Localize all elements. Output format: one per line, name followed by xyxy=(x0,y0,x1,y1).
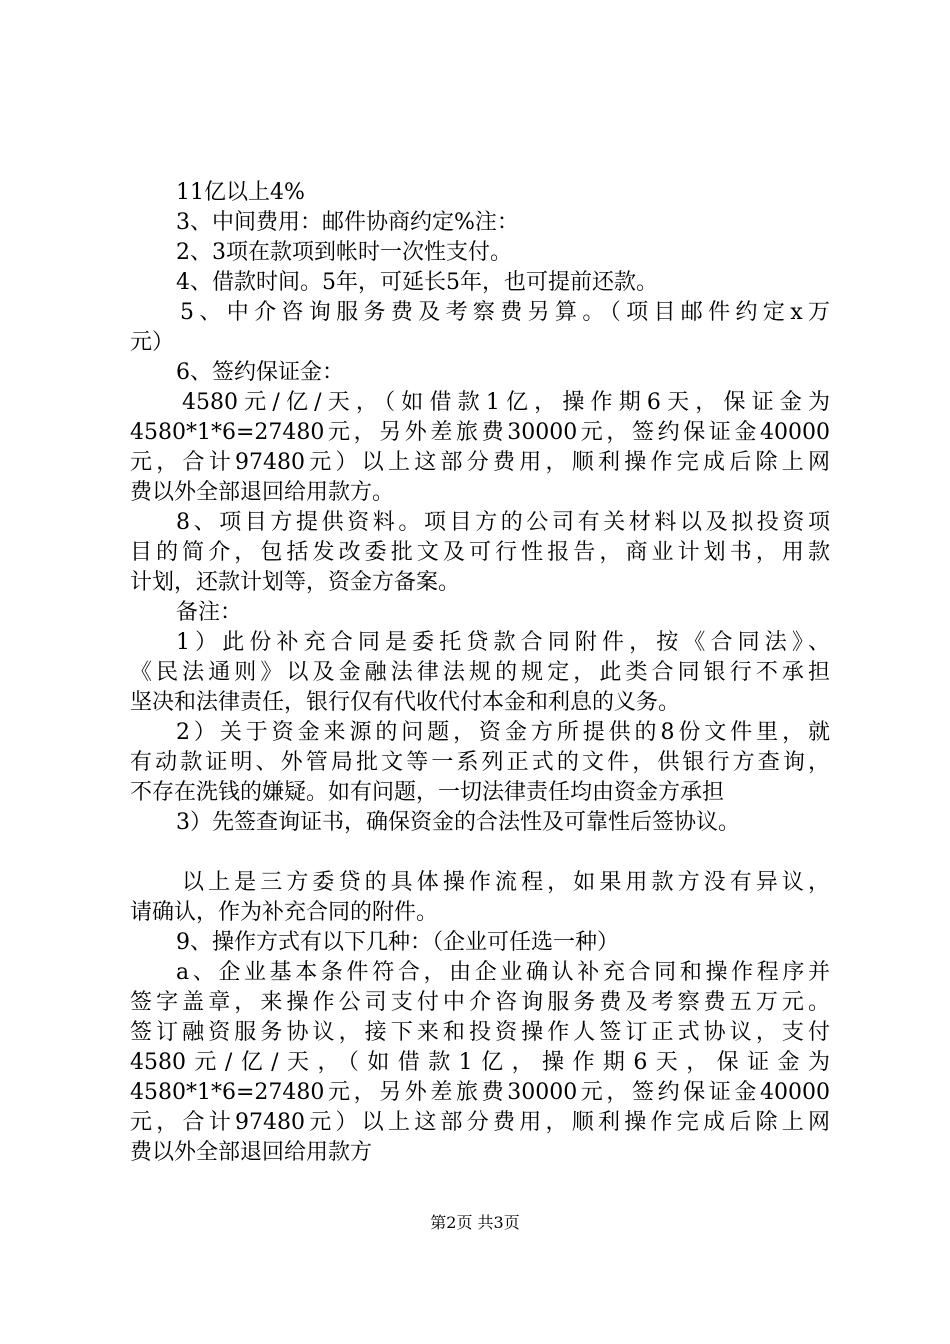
text-line: 签字盖章，来操作公司支付中介咨询服务费及考察费五万元。 xyxy=(130,990,830,1015)
text-line: 3）先签查询证书，确保资金的合法性及可靠性后签协议。 xyxy=(176,810,740,835)
blank-line xyxy=(130,838,830,868)
text-line: 费以外全部退回给用款方 xyxy=(130,1140,373,1165)
text-line: 4580元/亿/天，（如借款1亿，操作期6天，保证金为 xyxy=(130,1050,830,1075)
text-line: 9、操作方式有以下几种：（企业可任选一种） xyxy=(176,930,619,955)
text-line: 元） xyxy=(130,330,175,355)
text-line: 不存在洗钱的嫌疑。如有问题，一切法律责任均由资金方承担 xyxy=(130,780,725,805)
text-line: 1）此份补充合同是委托贷款合同附件，按《合同法》、 xyxy=(176,630,830,655)
text-line: 3、中间费用：邮件协商约定%注： xyxy=(176,210,519,235)
text-line: 坚决和法律责任，银行仅有代收代付本金和利息的义务。 xyxy=(130,690,681,715)
text-line: 请确认，作为补充合同的附件。 xyxy=(130,900,439,925)
text-line: 2）关于资金来源的问题，资金方所提供的8份文件里，就 xyxy=(176,720,830,745)
text-line: 11亿以上4% xyxy=(176,180,305,205)
text-line: 6、签约保证金： xyxy=(176,360,344,385)
text-line: 有动款证明、外管局批文等一系列正式的文件，供银行方查询， xyxy=(130,750,830,775)
text-line: a、企业基本条件符合，由企业确认补充合同和操作程序并 xyxy=(176,960,830,985)
text-line: 4580元/亿/天，（如借款1亿，操作期6天，保证金为 xyxy=(182,390,830,415)
text-line: 计划，还款计划等，资金方备案。 xyxy=(130,570,461,595)
text-line: 4580*1*6=27480元，另外差旅费30000元，签约保证金40000 xyxy=(130,420,830,445)
text-line: 4580*1*6=27480元，另外差旅费30000元，签约保证金40000 xyxy=(130,1080,830,1105)
text-line: 5、中介咨询服务费及考察费另算。（项目邮件约定x万 xyxy=(180,300,830,325)
text-line: 8、项目方提供资料。项目方的公司有关材料以及拟投资项 xyxy=(176,510,830,535)
text-line: 元，合计97480元）以上这部分费用，顺利操作完成后除上网 xyxy=(130,450,830,475)
text-line: 签订融资服务协议，接下来和投资操作人签订正式协议，支付 xyxy=(130,1020,830,1045)
document-body xyxy=(130,178,830,1168)
text-line: 4、借款时间。5年，可延长5年，也可提前还款。 xyxy=(176,270,658,295)
text-line: 以上是三方委贷的具体操作流程，如果用款方没有异议， xyxy=(182,870,830,895)
text-line: 费以外全部退回给用款方。 xyxy=(130,480,395,505)
text-line: 元，合计97480元）以上这部分费用，顺利操作完成后除上网 xyxy=(130,1110,830,1135)
text-line: 目的简介，包括发改委批文及可行性报告，商业计划书，用款 xyxy=(130,540,830,565)
page-number-footer: 第2页 共3页 xyxy=(430,1213,520,1232)
text-line: 《民法通则》以及金融法律法规的规定，此类合同银行不承担 xyxy=(130,660,830,685)
text-line: 2、3项在款项到帐时一次性支付。 xyxy=(176,240,512,265)
text-line: 备注： xyxy=(176,600,243,625)
